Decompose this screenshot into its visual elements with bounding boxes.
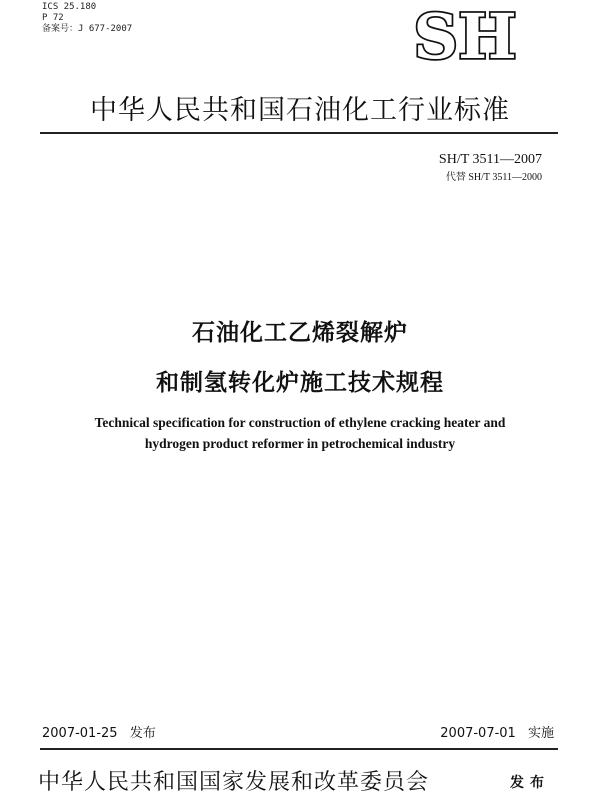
issuing-authority: 中华人民共和国国家发展和改革委员会	[38, 770, 430, 795]
release-date-group	[42, 722, 156, 741]
sh-logo	[398, 6, 532, 68]
classification-block	[42, 2, 132, 35]
issue-label: 发布	[510, 775, 550, 791]
header-divider	[40, 132, 558, 134]
effective-date: 2007-07-01	[440, 726, 516, 741]
title-cn-line2: 和制氢转化炉施工技术规程	[156, 370, 444, 396]
standard-code-block	[439, 150, 542, 186]
title-en-line2: hydrogen product reformer in petrochemical industry	[144, 436, 456, 451]
issuing-standard-category: 中华人民共和国石油化工行业标准	[90, 95, 510, 126]
replaced-standard-number: 代替 SH/T 3511—2000	[445, 172, 542, 183]
title-cn-line1: 石油化工乙烯裂解炉	[192, 320, 408, 346]
category-code: P 72	[42, 13, 64, 23]
effective-date-group	[440, 722, 554, 741]
release-date: 2007-01-25	[42, 726, 118, 741]
title-en-line1: Technical specification for construction of ethylene cracking heater and	[94, 415, 506, 430]
release-label: 发布	[129, 726, 156, 741]
ics-code: ICS 25.180	[42, 2, 97, 12]
effective-label: 实施	[527, 726, 554, 741]
sh-logo-text: SH	[413, 6, 517, 68]
record-number: 备案号：J 677-2007	[42, 24, 133, 34]
footer-divider	[40, 748, 558, 750]
standard-number: SH/T 3511—2007	[438, 152, 542, 167]
